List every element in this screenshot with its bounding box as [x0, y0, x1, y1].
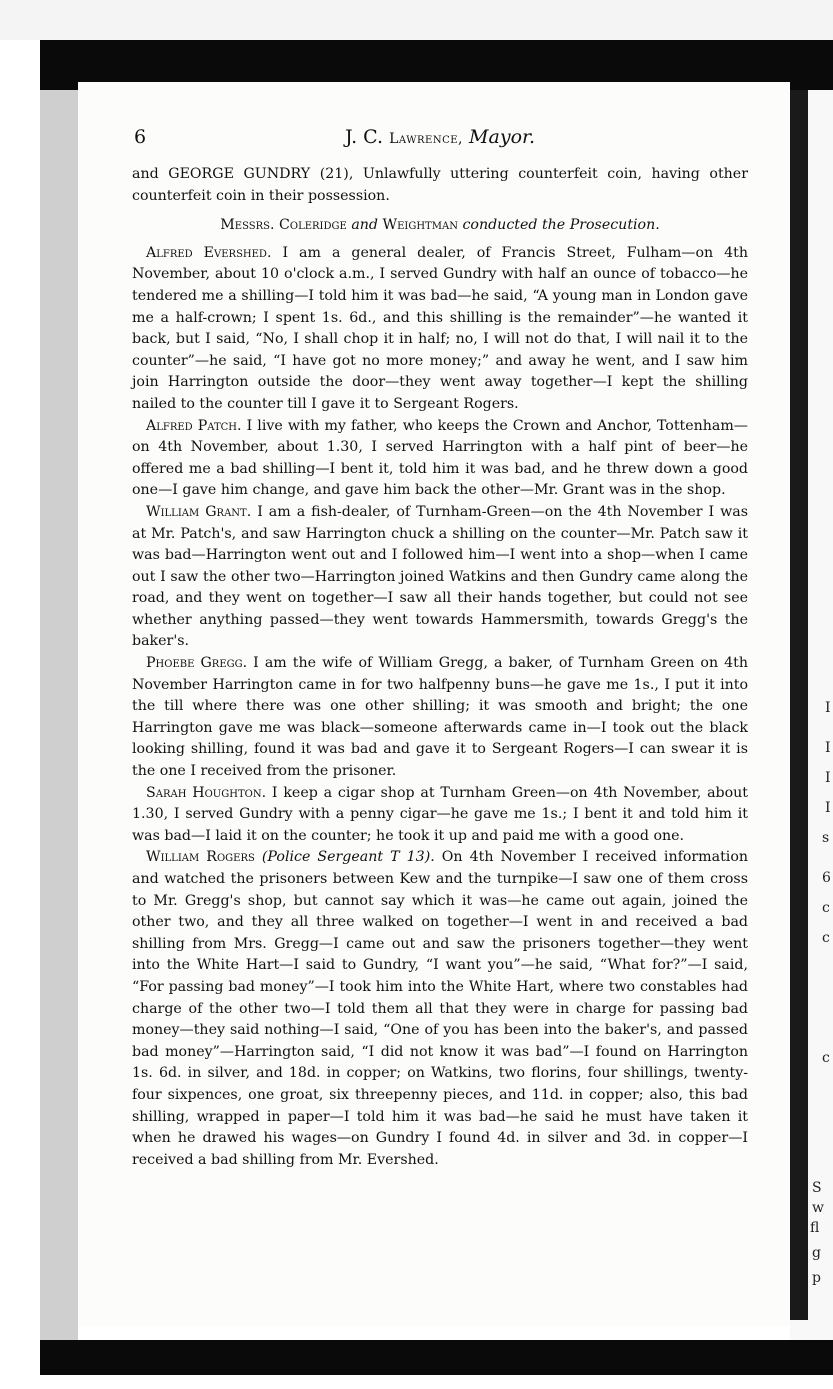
testimony-paragraph [132, 783, 748, 848]
running-head [132, 126, 748, 148]
facing-page-fragment: p [812, 1270, 821, 1286]
page-number: 6 [134, 126, 147, 148]
opening-paragraph: and GEORGE GUNDRY (21), Unlawfully uttering counterfeit coin, having other counterfeit coin in their possession. [132, 166, 748, 204]
facing-page-fragment: fl [810, 1220, 820, 1236]
counsel-name-2: Weightman [382, 217, 458, 234]
counsel-line [132, 215, 748, 237]
witness-name: William Rogers [146, 849, 255, 866]
testimony-text: On 4th November I received information and watched the prisoners between Kew and the turnpike—I saw one of them cross to Mr. Gregg's shop, but cannot say which it was—he came out again, joined the other two, and they all three walked on together—I went in and received a bad shilling from Mrs. Gregg—I came out and saw the prisoners together—they went into the White Hart—I said to Gundry, “I want you”—he said, “What for?”—I said, “For passing bad money”—I took him into the White Hart, where two constables had charge of the other two—I told them all that they were in charge for passing bad money—they said nothing—I said, “One of you has been into the baker's, and passed bad money”—Harrington said, “I did not know it was bad”—I found on Harrington 1s. 6d. in silver, and 18d. in copper; on Watkins, two florins, four shillings, twenty-four sixpences, one groat, six threepenny pieces, and 11d. in copper; also, this bad shilling, wrapped in paper—I told him it was bad—he said he must have taken it when he drawed his wages—on Gundry I found 4d. in silver and 3d. in copper—I received a bad shilling from Mr. Evershed. [132, 849, 748, 1168]
bottom-dark-band [40, 1340, 833, 1375]
facing-page-fragment: g [812, 1245, 821, 1261]
witness-name: Phoebe Gregg. [146, 655, 248, 672]
facing-page-fragment: I [825, 740, 831, 756]
facing-page-fragment: I [825, 770, 831, 786]
document-page [78, 82, 790, 1326]
testimony-paragraph [132, 502, 748, 653]
witness-name: William Grant. [146, 503, 252, 520]
facing-page-fragment: I [825, 800, 831, 816]
facing-page-fragment: c [822, 930, 830, 946]
running-head-name: Lawrence, [389, 131, 463, 147]
running-head-title: Mayor. [469, 126, 536, 148]
testimony-paragraph [132, 243, 748, 416]
facing-page-fragment: S [812, 1180, 822, 1196]
witness-name: Alfred Patch. [146, 417, 242, 434]
left-spine-shadow [40, 90, 78, 1340]
counsel-messrs: Messrs. [220, 217, 275, 234]
testimony-paragraph [132, 416, 748, 502]
testimony-text: I live with my father, who keeps the Crown and Anchor, Tottenham—on 4th November, about 1.30, I served Harrington with a half pint of beer—he offered me a bad shilling—I bent it, told him it was bad, and he threw down a good one—I gave him change, and gave him back the other—Mr. Grant was in the shop. [132, 417, 748, 499]
facing-page-fragment: I [825, 700, 831, 716]
witness-name: Alfred Evershed. [146, 244, 272, 261]
body-text [132, 164, 748, 1171]
running-head-initials: J. C. [344, 126, 390, 148]
testimony-text: I keep a cigar shop at Turnham Green—on 4th November, about 1.30, I served Gundry with a penny cigar—he gave me 1s.; I bent it and told him it was bad—I laid it on the counter; he took it up and paid me with a good one. [132, 784, 748, 844]
counsel-rest: conducted the Prosecution. [462, 217, 660, 234]
testimony-paragraph [132, 847, 748, 1171]
counsel-and: and [351, 217, 378, 234]
testimony-text: I am a general dealer, of Francis Street, Fulham—on 4th November, about 10 o'clock a.m., I served Gundry with half an ounce of tobacco—he tendered me a shilling—I told him it was bad—he said, “A young man in London gave me a half-crown; I spent 1s. 6d., and this shilling is the remainder”—he wanted it back, but I said, “No, I shall chop it in half; no, I will not do that, I will nail it to the counter”—he said, “I have got no more money;” and away he went, and I saw him join Harrington outside the door—they went away together—I kept the shilling nailed to the counter till I gave it to Sergeant Rogers. [132, 244, 748, 412]
page-content [132, 126, 748, 1171]
facing-page-fragment: c [822, 900, 830, 916]
facing-page-fragment: 6 [822, 870, 831, 886]
page-header [132, 126, 748, 156]
testimony-paragraph [132, 653, 748, 783]
witness-role: (Police Sergeant T 13). [261, 849, 435, 866]
facing-page-fragment: s [822, 830, 830, 846]
facing-page-fragment: w [812, 1200, 824, 1216]
testimony-text: I am the wife of William Gregg, a baker, of Turnham Green on 4th November Harrington came in for two halfpenny buns—he gave me 1s., I put it into the till where there was one other shilling; it was smooth and bright; the one Harrington gave me was black—someone afterwards came in—I took out the black looking shilling, found it was bad and gave it to Sergeant Rogers—I can swear it is the one I received from the prisoner. [132, 655, 749, 780]
scan-top-background [0, 0, 833, 40]
testimony-text: I am a fish-dealer, of Turnham-Green—on the 4th November I was at Mr. Patch's, and saw Harrington chuck a shilling on the counter—Mr. Patch saw it was bad—Harrington went out and I followed him—I went into a shop—when I came out I saw the other two—Harrington joined Watkins and then Gundry came along the road, and they went on together—I saw all their hands together, but could not see whether anything passed—they went towards Hammersmith, towards Gregg's the baker's. [132, 503, 749, 650]
counsel-name-1: Coleridge [279, 217, 347, 234]
facing-page-fragment: c [822, 1050, 830, 1066]
witness-name: Sarah Houghton. [146, 784, 267, 801]
